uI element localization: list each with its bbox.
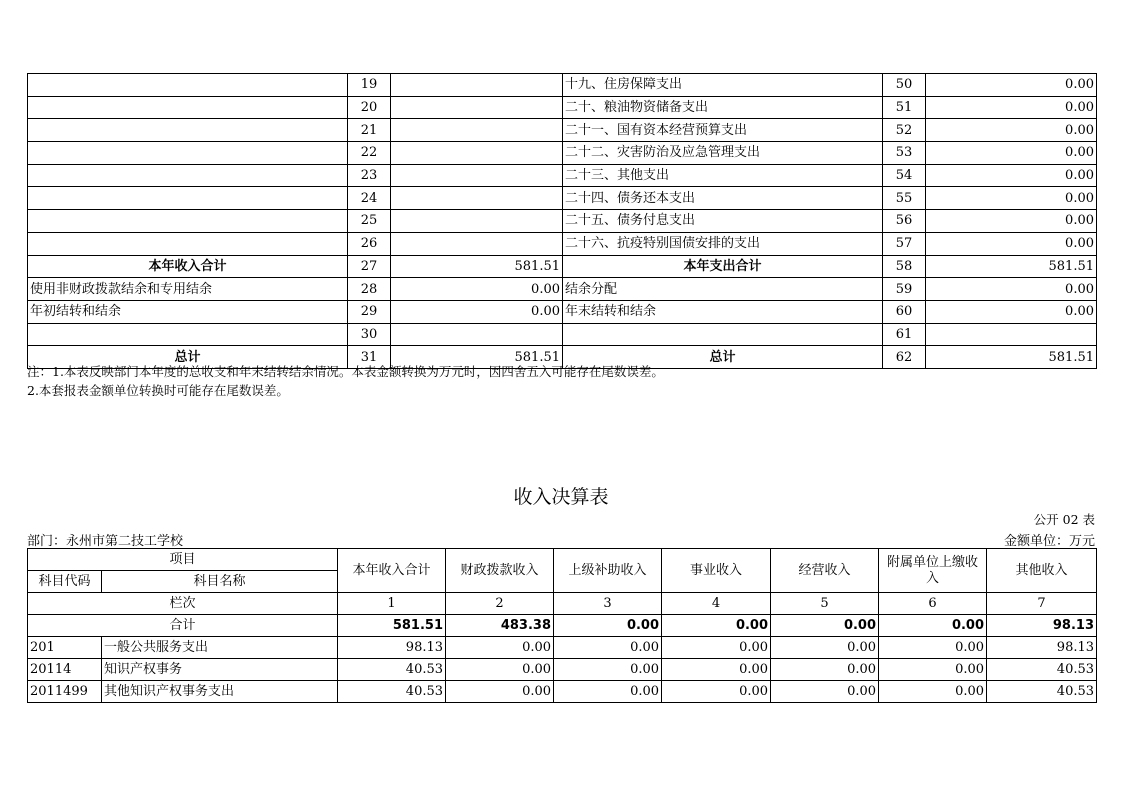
header-code: 科目代码 bbox=[28, 571, 102, 593]
right-line-number: 61 bbox=[883, 323, 926, 346]
right-item-label: 二十二、灾害防治及应急管理支出 bbox=[563, 142, 883, 165]
header-col: 经营收入 bbox=[771, 549, 879, 593]
subject-name: 其他知识产权事务支出 bbox=[102, 681, 338, 703]
right-line-number: 58 bbox=[883, 255, 926, 278]
left-line-number: 23 bbox=[348, 164, 391, 187]
right-amount: 0.00 bbox=[926, 142, 1097, 165]
header-col: 本年收入合计 bbox=[338, 549, 446, 593]
column-number: 2 bbox=[446, 593, 554, 615]
amount-cell: 0.00 bbox=[554, 681, 662, 703]
right-amount: 0.00 bbox=[926, 300, 1097, 323]
header-col: 财政拨款收入 bbox=[446, 549, 554, 593]
header-col: 事业收入 bbox=[662, 549, 771, 593]
right-line-number: 56 bbox=[883, 210, 926, 233]
amount-cell: 0.00 bbox=[771, 659, 879, 681]
left-line-number: 21 bbox=[348, 119, 391, 142]
right-item-label: 本年支出合计 bbox=[563, 255, 883, 278]
amount-cell: 0.00 bbox=[662, 659, 771, 681]
left-line-number: 27 bbox=[348, 255, 391, 278]
amount-cell: 0.00 bbox=[879, 659, 987, 681]
summary-row bbox=[28, 255, 1097, 278]
right-item-label bbox=[563, 323, 883, 346]
left-amount: 581.51 bbox=[391, 255, 563, 278]
right-line-number: 59 bbox=[883, 278, 926, 301]
header-name: 科目名称 bbox=[102, 571, 338, 593]
header-col: 其他收入 bbox=[987, 549, 1097, 593]
header-col: 附属单位上缴收入 bbox=[879, 549, 987, 593]
left-line-number: 26 bbox=[348, 232, 391, 255]
income-table bbox=[27, 548, 1097, 703]
amount-cell: 0.00 bbox=[554, 659, 662, 681]
left-amount: 581.51 bbox=[391, 346, 563, 369]
amount-cell: 98.13 bbox=[987, 637, 1097, 659]
right-item-label: 总计 bbox=[563, 346, 883, 369]
right-line-number: 53 bbox=[883, 142, 926, 165]
header-row-1 bbox=[28, 549, 1097, 571]
amount-cell: 0.00 bbox=[662, 637, 771, 659]
form-number: 公开 02 表 bbox=[1033, 512, 1095, 527]
left-item-label: 本年收入合计 bbox=[28, 255, 348, 278]
column-row-label: 栏次 bbox=[28, 593, 338, 615]
summary-row bbox=[28, 142, 1097, 165]
right-item-label: 十九、住房保障支出 bbox=[563, 74, 883, 97]
summary-row bbox=[28, 210, 1097, 233]
right-amount: 0.00 bbox=[926, 232, 1097, 255]
summary-row bbox=[28, 323, 1097, 346]
left-item-label: 使用非财政拨款结余和专用结余 bbox=[28, 278, 348, 301]
right-amount: 0.00 bbox=[926, 278, 1097, 301]
total-value: 0.00 bbox=[879, 615, 987, 637]
summary-row bbox=[28, 187, 1097, 210]
right-amount: 581.51 bbox=[926, 255, 1097, 278]
right-item-label: 结余分配 bbox=[563, 278, 883, 301]
left-line-number: 22 bbox=[348, 142, 391, 165]
total-label: 合计 bbox=[28, 615, 338, 637]
total-value: 98.13 bbox=[987, 615, 1097, 637]
left-line-number: 24 bbox=[348, 187, 391, 210]
header-item: 项目 bbox=[28, 549, 338, 571]
right-line-number: 57 bbox=[883, 232, 926, 255]
right-amount: 0.00 bbox=[926, 74, 1097, 97]
left-item-label bbox=[28, 74, 348, 97]
subject-code: 201 bbox=[28, 637, 102, 659]
right-amount bbox=[926, 323, 1097, 346]
left-line-number: 25 bbox=[348, 210, 391, 233]
subject-name: 知识产权事务 bbox=[102, 659, 338, 681]
department-label: 部门：永州市第二技工学校 bbox=[27, 534, 184, 549]
left-item-label bbox=[28, 119, 348, 142]
summary-row bbox=[28, 164, 1097, 187]
table-row bbox=[28, 659, 1097, 681]
note-line-1: 注：1.本表反映部门本年度的总收支和年末结转结余情况。本表金额转换为万元时，因四舍五入可能存在尾数误差。 bbox=[27, 364, 664, 379]
right-amount: 581.51 bbox=[926, 346, 1097, 369]
column-number-row bbox=[28, 593, 1097, 615]
summary-row bbox=[28, 96, 1097, 119]
right-line-number: 51 bbox=[883, 96, 926, 119]
amount-cell: 0.00 bbox=[446, 681, 554, 703]
right-item-label: 二十一、国有资本经营预算支出 bbox=[563, 119, 883, 142]
right-item-label: 二十三、其他支出 bbox=[563, 164, 883, 187]
amount-cell: 0.00 bbox=[771, 681, 879, 703]
amount-cell: 0.00 bbox=[446, 659, 554, 681]
left-line-number: 29 bbox=[348, 300, 391, 323]
column-number: 4 bbox=[662, 593, 771, 615]
header-col: 上级补助收入 bbox=[554, 549, 662, 593]
right-line-number: 54 bbox=[883, 164, 926, 187]
right-line-number: 60 bbox=[883, 300, 926, 323]
amount-cell: 0.00 bbox=[879, 681, 987, 703]
total-row bbox=[28, 615, 1097, 637]
left-line-number: 30 bbox=[348, 323, 391, 346]
subject-code: 2011499 bbox=[28, 681, 102, 703]
summary-row bbox=[28, 278, 1097, 301]
column-number: 5 bbox=[771, 593, 879, 615]
notes bbox=[27, 362, 664, 400]
right-line-number: 52 bbox=[883, 119, 926, 142]
left-amount bbox=[391, 74, 563, 97]
right-line-number: 55 bbox=[883, 187, 926, 210]
right-item-label: 二十四、债务还本支出 bbox=[563, 187, 883, 210]
summary-row bbox=[28, 300, 1097, 323]
table-title: 收入决算表 bbox=[513, 486, 609, 508]
left-item-label bbox=[28, 210, 348, 233]
amount-cell: 0.00 bbox=[554, 637, 662, 659]
left-item-label bbox=[28, 323, 348, 346]
left-item-label bbox=[28, 232, 348, 255]
amount-cell: 40.53 bbox=[338, 681, 446, 703]
column-number: 1 bbox=[338, 593, 446, 615]
total-value: 0.00 bbox=[771, 615, 879, 637]
right-item-label: 年末结转和结余 bbox=[563, 300, 883, 323]
right-item-label: 二十、粮油物资储备支出 bbox=[563, 96, 883, 119]
total-value: 0.00 bbox=[554, 615, 662, 637]
column-number: 6 bbox=[879, 593, 987, 615]
left-item-label bbox=[28, 96, 348, 119]
left-line-number: 28 bbox=[348, 278, 391, 301]
amount-cell: 40.53 bbox=[338, 659, 446, 681]
right-amount: 0.00 bbox=[926, 96, 1097, 119]
left-line-number: 31 bbox=[348, 346, 391, 369]
amount-cell: 40.53 bbox=[987, 659, 1097, 681]
table-row bbox=[28, 681, 1097, 703]
right-amount: 0.00 bbox=[926, 119, 1097, 142]
left-item-label bbox=[28, 187, 348, 210]
right-amount: 0.00 bbox=[926, 187, 1097, 210]
left-item-label bbox=[28, 142, 348, 165]
note-line-2: 2.本套报表金额单位转换时可能存在尾数误差。 bbox=[27, 383, 289, 398]
table-row bbox=[28, 637, 1097, 659]
right-amount: 0.00 bbox=[926, 164, 1097, 187]
amount-cell: 0.00 bbox=[879, 637, 987, 659]
right-item-label: 二十六、抗疫特别国债安排的支出 bbox=[563, 232, 883, 255]
left-amount bbox=[391, 210, 563, 233]
left-amount bbox=[391, 232, 563, 255]
subject-name: 一般公共服务支出 bbox=[102, 637, 338, 659]
amount-cell: 98.13 bbox=[338, 637, 446, 659]
left-amount bbox=[391, 164, 563, 187]
right-item-label: 二十五、债务付息支出 bbox=[563, 210, 883, 233]
total-value: 0.00 bbox=[662, 615, 771, 637]
left-amount bbox=[391, 119, 563, 142]
unit-label: 金额单位：万元 bbox=[1003, 534, 1095, 549]
left-amount bbox=[391, 96, 563, 119]
right-amount: 0.00 bbox=[926, 210, 1097, 233]
amount-cell: 0.00 bbox=[662, 681, 771, 703]
column-number: 7 bbox=[987, 593, 1097, 615]
summary-row bbox=[28, 74, 1097, 97]
amount-cell: 0.00 bbox=[446, 637, 554, 659]
left-amount bbox=[391, 323, 563, 346]
summary-row bbox=[28, 119, 1097, 142]
left-line-number: 19 bbox=[348, 74, 391, 97]
left-amount bbox=[391, 187, 563, 210]
column-number: 3 bbox=[554, 593, 662, 615]
subject-code: 20114 bbox=[28, 659, 102, 681]
left-amount: 0.00 bbox=[391, 300, 563, 323]
amount-cell: 40.53 bbox=[987, 681, 1097, 703]
summary-table bbox=[27, 73, 1097, 369]
amount-cell: 0.00 bbox=[771, 637, 879, 659]
left-item-label: 总计 bbox=[28, 346, 348, 369]
total-value: 483.38 bbox=[446, 615, 554, 637]
left-item-label: 年初结转和结余 bbox=[28, 300, 348, 323]
right-line-number: 62 bbox=[883, 346, 926, 369]
total-value: 581.51 bbox=[338, 615, 446, 637]
left-line-number: 20 bbox=[348, 96, 391, 119]
left-amount bbox=[391, 142, 563, 165]
summary-row bbox=[28, 232, 1097, 255]
left-item-label bbox=[28, 164, 348, 187]
right-line-number: 50 bbox=[883, 74, 926, 97]
left-amount: 0.00 bbox=[391, 278, 563, 301]
